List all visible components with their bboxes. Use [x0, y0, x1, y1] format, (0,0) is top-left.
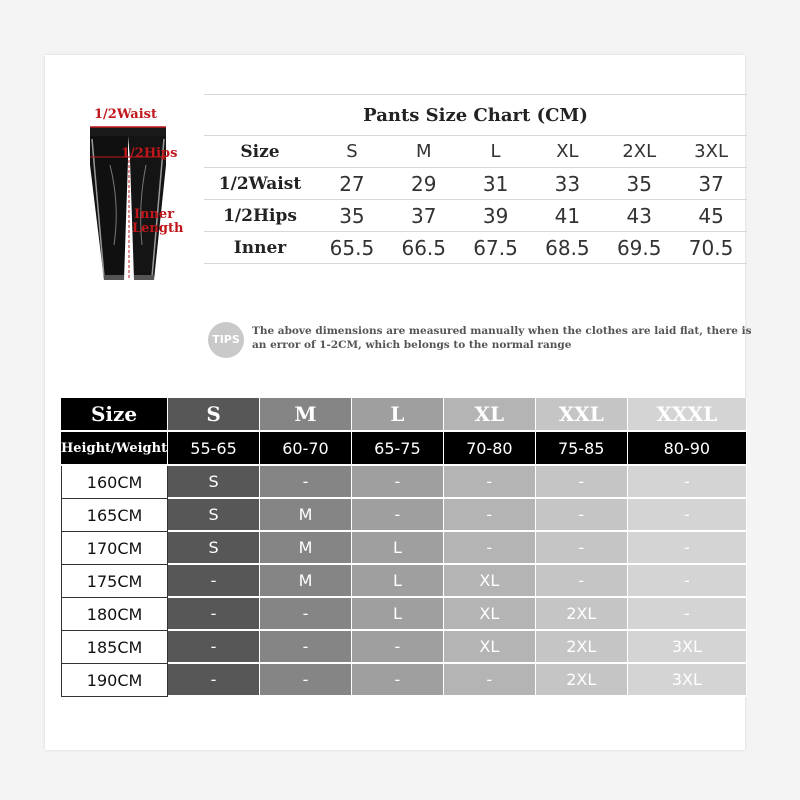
hips-cell: 43: [603, 200, 675, 232]
size-cell: -: [628, 598, 747, 631]
size-column-header: XXL: [536, 398, 628, 432]
size-cell: -: [628, 466, 747, 499]
hips-cell: 45: [675, 200, 747, 232]
hips-cell: 37: [388, 200, 460, 232]
size-cell: L: [460, 136, 532, 168]
size-cell: -: [536, 499, 628, 532]
size-cell: S: [168, 499, 260, 532]
hips-cell: 41: [531, 200, 603, 232]
pants-diagram: [80, 105, 200, 295]
pants-chart-title: Pants Size Chart (CM): [204, 95, 747, 136]
row-label: Size: [204, 136, 316, 168]
size-cell: -: [628, 499, 747, 532]
inner-cell: 65.5: [316, 232, 388, 264]
waist-cell: 31: [460, 168, 532, 200]
size-cell: -: [352, 631, 444, 664]
inner-cell: 67.5: [460, 232, 532, 264]
hips-row: [204, 200, 747, 232]
height-label: 190CM: [61, 664, 168, 697]
size-cell: -: [352, 664, 444, 697]
size-column-header: XL: [444, 398, 536, 432]
height-weight-label: Height/Weight: [61, 432, 168, 466]
row-label: Inner: [204, 232, 316, 264]
weight-range: 75-85: [536, 432, 628, 466]
size-cell: 3XL: [628, 664, 747, 697]
hips-cell: 39: [460, 200, 532, 232]
inner-cell: 66.5: [388, 232, 460, 264]
table-row: [61, 631, 747, 664]
size-header-row: [61, 398, 747, 432]
table-row: [61, 499, 747, 532]
size-cell: M: [260, 499, 352, 532]
inner-cell: 68.5: [531, 232, 603, 264]
weight-range: 80-90: [628, 432, 747, 466]
size-cell: S: [168, 532, 260, 565]
inner-cell: 69.5: [603, 232, 675, 264]
size-cell: XL: [531, 136, 603, 168]
size-cell: XL: [444, 565, 536, 598]
size-cell: S: [168, 466, 260, 499]
size-row: [204, 136, 747, 168]
table-row: [61, 466, 747, 499]
size-column-header: M: [260, 398, 352, 432]
size-column-header: XXXL: [628, 398, 747, 432]
size-cell: -: [628, 532, 747, 565]
size-cell: -: [352, 466, 444, 499]
size-cell: -: [628, 565, 747, 598]
table-row: [61, 598, 747, 631]
size-cell: -: [168, 565, 260, 598]
size-cell: L: [352, 598, 444, 631]
size-cell: -: [168, 631, 260, 664]
weight-header-row: [61, 432, 747, 466]
waist-cell: 33: [531, 168, 603, 200]
size-cell: 2XL: [536, 664, 628, 697]
hips-label: 1/2Hips: [121, 146, 178, 161]
size-cell: 2XL: [603, 136, 675, 168]
pants-illustration: [80, 105, 200, 295]
size-cell: -: [536, 466, 628, 499]
size-cell: -: [444, 466, 536, 499]
weight-range: 55-65: [168, 432, 260, 466]
size-column-header: S: [168, 398, 260, 432]
size-cell: -: [536, 532, 628, 565]
pants-size-table: [204, 94, 747, 264]
size-cell: -: [536, 565, 628, 598]
size-cell: M: [260, 565, 352, 598]
size-cell: 2XL: [536, 631, 628, 664]
waist-label: 1/2Waist: [94, 107, 157, 122]
height-label: 160CM: [61, 466, 168, 499]
size-cell: -: [260, 664, 352, 697]
inner-row: [204, 232, 747, 264]
height-label: 170CM: [61, 532, 168, 565]
size-cell: -: [444, 664, 536, 697]
table-row: [61, 532, 747, 565]
size-cell: XL: [444, 598, 536, 631]
pants-chart-title-row: [204, 95, 747, 136]
size-cell: -: [260, 631, 352, 664]
inner-cell: 70.5: [675, 232, 747, 264]
size-cell: XL: [444, 631, 536, 664]
height-weight-size-table: [61, 398, 747, 697]
waist-cell: 35: [603, 168, 675, 200]
size-cell: -: [168, 598, 260, 631]
row-label: 1/2Waist: [204, 168, 316, 200]
size-corner-label: Size: [61, 398, 168, 432]
size-cell: 3XL: [628, 631, 747, 664]
size-cell: 2XL: [536, 598, 628, 631]
waist-row: [204, 168, 747, 200]
height-label: 175CM: [61, 565, 168, 598]
waist-cell: 29: [388, 168, 460, 200]
size-cell: L: [352, 565, 444, 598]
height-label: 185CM: [61, 631, 168, 664]
table-row: [61, 565, 747, 598]
height-label: 165CM: [61, 499, 168, 532]
weight-range: 70-80: [444, 432, 536, 466]
waist-cell: 37: [675, 168, 747, 200]
size-cell: -: [444, 532, 536, 565]
size-cell: 3XL: [675, 136, 747, 168]
size-cell: -: [444, 499, 536, 532]
height-label: 180CM: [61, 598, 168, 631]
size-cell: L: [352, 532, 444, 565]
size-cell: -: [260, 466, 352, 499]
tips-text: The above dimensions are measured manually when the clothes are laid flat, there is an error of 1-2CM, which belongs to the normal range: [252, 325, 752, 351]
row-label: 1/2Hips: [204, 200, 316, 232]
hips-cell: 35: [316, 200, 388, 232]
size-cell: S: [316, 136, 388, 168]
size-cell: M: [388, 136, 460, 168]
waist-cell: 27: [316, 168, 388, 200]
size-cell: -: [168, 664, 260, 697]
inner-length-label: Inner Length: [132, 207, 184, 236]
size-cell: M: [260, 532, 352, 565]
weight-range: 60-70: [260, 432, 352, 466]
weight-range: 65-75: [352, 432, 444, 466]
size-column-header: L: [352, 398, 444, 432]
size-cell: -: [260, 598, 352, 631]
table-row: [61, 664, 747, 697]
tips-badge-icon: TIPS: [208, 322, 244, 358]
size-cell: -: [352, 499, 444, 532]
